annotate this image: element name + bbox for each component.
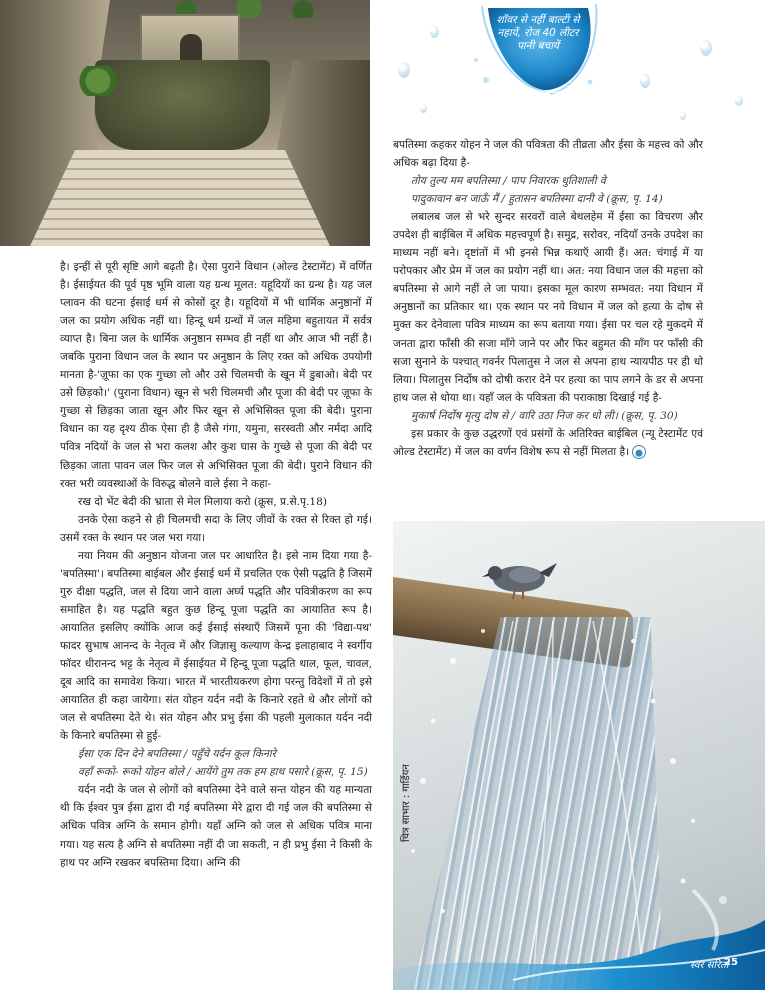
pigeon-icon — [479, 551, 559, 601]
water-drop-decoration — [700, 40, 712, 56]
water-drop-decoration — [640, 74, 650, 88]
paragraph: बपतिस्मा कहकर योहन ने जल की पवित्रता की तीव्रता और ईसा के महत्त्व को और अधिक बढ़ा दिया है- — [393, 139, 703, 170]
right-text-column — [393, 136, 703, 461]
left-text-column — [60, 258, 372, 872]
water-drop-decoration — [680, 112, 686, 120]
paragraph: लबालब जल से भरे सुन्दर सरवरों वाले बेथलहेम में ईसा का विचरण और उपदेश ही बाईबिल में अधिक महत्त्वपूर्ण है। समुद्र, सरोवर, नदियाँ उनके उपदेश का माध्यम नहीं बने। दृष्टांतों में भी इनसे भिन्न कथाएँ आयी हैं। अत: चंगाई में या परोपकार और प्रेम में जल का प्रयोग नहीं था। अत: नया विधान जल की महत्ता को बपतिस्मा से आगे नहीं ले जा पाया। इसका मूल कारण सम्भवत: नया विधान में अनुष्ठानों का प्रतिकार था। एक स्थान पर नये विधान में जल को हत्या के दोष से मुक्त कर देनेवाला पवित्र माध्यम का रूप बताया गया। ईसा पर चल रहे मुकदमे में जनता द्वारा फाँसी की सजा माँगे जाने पर और फिर बहुमत की माँग पर फाँसी की सजा सुनाने के पश्चात् गवर्नर पिलातुस ने जल से अपना हाथ न्यायपीठ पर ही धो लिया। पिलातुस निर्दोष को दोषी करार देने पर हत्या का पाप लगने के डर से अपना हाथ जल से धोया था। यहाँ जल के पवित्रता की पराकाष्ठा दिखाई गई है- — [393, 211, 703, 404]
footer-wave-decoration — [393, 880, 765, 990]
photo-credit: चित्र साभार : गार्डियन — [401, 764, 412, 842]
paragraph: है। इन्हीं से पूरी सृष्टि आगे बढ़ती है। ऐसा पुराने विधान (ओल्ड टेस्टामेंट) में वर्णित है। ईसाईयत की पूर्व पृष्ठ भूमि वाला यह ग्रन्थ मूलत: यहूदियों का ग्रन्थ है। यह जल प्लावन की घटना ईसाई धर्म से कोसों दूर है। यहूदियों में भी धार्मिक अनुष्ठानों में जल का प्रयोग अधिक नहीं था। हिन्दू धर्म ग्रन्थों में जल महिमा बहुतायत में सर्वत्र व्याप्त है। बिना जल के धार्मिक अनुष्ठान सम्भव ही नहीं था और आज भी नहीं है। जबकि पुराना विधान जल के स्थान पर अनुष्ठान के लिए रक्त को अधिक उपयोगी मानता है-'ज़ूफा का एक गुच्छा लो और उसे चिलमची के खून में डुबाओ। बेदी पर उसे छिड़को।' (पुराना विधान) खून से भरी चिलमची और पूजा की बेदी पर ज़ूफा के गुच्छा से छिड़का जाता खून और फिर खून से अभिसिक्त पूजा की बेदी। पुराना विधान का यह दृश्य ठीक ऐसा ही है जैसे गंगा, यमुना, सरस्वती और नर्मदा आदि पवित्र नदियों के जल से भरा कलश और कुश घास के गुच्छे से पूजा की बेदी पर छिड़का जाता पावन जल फिर जल से अभिसिक्त पूजा की बेदी। पुराने विधान की रक्त भरी व्यवस्थाओं के विरुद्ध बोलने वाले ईसा ने कहा- — [60, 261, 373, 490]
verse-line: पादुकावान बन जाऊँ मैं / हुतासन बपतिस्मा दानी वे (क्रूस, पृ. 14) — [411, 193, 663, 206]
water-drop-decoration — [420, 104, 427, 113]
photo-pavilion — [140, 14, 240, 66]
photo-pond-water — [95, 60, 270, 150]
paragraph: यर्दन नदी के जल से लोगों को बपतिस्मा देने वाले सन्त योहन की यह मान्यता थी कि ईश्वर पुत्र ईसा द्वारा दी गई बपतिस्मा मेरे द्वारा दी गई जल की बपतिस्मा से अधिक पवित्र अग्नि के समान होगी। यहाँ अग्नि को जल से अधिक पवित्र माना गया। यह सत्य है अग्नि से बपतिस्मा नहीं दी जा सकती, न ही प्रभु ईसा ने किसी के हाथ पर अग्नि रखकर बपस्तिमा दिया। अग्नि की — [60, 784, 372, 869]
photo-bush — [78, 66, 118, 96]
water-drop-decoration — [398, 62, 410, 78]
magazine-name: स्वर सरिता — [690, 960, 729, 971]
verse-line: ईसा एक दिन देने बपतिस्मा / पहुँचे यर्दन कूल किनारे — [78, 748, 276, 761]
water-drop-decoration — [735, 96, 743, 106]
paragraph: नया नियम की अनुष्ठान योजना जल पर आधारित है। इसे नाम दिया गया है- 'बपतिस्मा'। बपतिस्मा बाईबल और ईसाई धर्म में प्रचलित एक ऐसी पद्धति है जिसमें गुरु दीक्षा पद्धति, जल से दिया जाने वाला अर्घ्य पद्धति और पवित्रीकरण का रूप समाहित है। यह पद्धति बहुत कुछ हिन्दू पूजा पद्धति का आयातित रूप है। आयातित इसलिए क्योंकि आज कई ईसाई संस्थाएँ जिसमें पूना की 'विद्या-पथ' फादर सुभाष आनन्द के नेतृत्व में और जिज्ञासु कल्याण केन्द्र इलाहाबाद ने स्वर्गीय फॉदर धीरानन्द भट्ट के नेतृत्व में ईसाईयत में हिन्दू पूजा पद्धति थाल, फूल, चावल, दूब आदि का समावेश किया। भारत में भारतीयकरण होगा परन्तु विदेशों में तो इसे आयातित ही कहा जायेगा। संत योहन यर्दन नदी के किनारे रहते थे और लोगों को जल से बपतिस्मा देते थे। संत योहन और प्रभु ईसा की पहली मुलाकात यर्दन नदी के किनारे बपतिस्मा से हुई- — [60, 549, 372, 743]
water-drop-decoration — [430, 26, 439, 38]
paragraph: उनके ऐसा कहने से ही चिलमची सदा के लिए जीवों के रक्त से रिक्त हो गई। उसमें रक्त के स्थान पर जल भरा गया। — [60, 513, 372, 544]
paragraph-text: इस प्रकार के कुछ उद्धरणों एवं प्रसंगों के अतिरिक्त बाईबिल (न्यू टेस्टामेंट एवं ओल्ड टेस्टामेंट) में जल का वर्णन विशेष रूप से नहीं मिलता है। — [393, 427, 703, 458]
end-mark-icon — [632, 445, 646, 459]
paragraph — [393, 425, 703, 461]
water-saving-badge — [468, 0, 608, 96]
paragraph: रख दो भेंट बेदी की भ्राता से मेल मिलाया करो (क्रूस, प्र.से.पृ.18) — [78, 495, 327, 508]
page-number: 25 — [724, 957, 738, 968]
verse-line: वहाँ रूको- रूको योहन बोले / आयेंगे तुम तक हम हाथ पसारे (क्रूस, पृ. 15) — [78, 766, 368, 779]
photo-steps — [30, 150, 330, 246]
stepwell-photo — [0, 0, 370, 246]
verse-line: तोय तुल्य मम बपतिस्मा / पाप निवारक धुतिशाली वे — [411, 175, 606, 188]
badge-text: शॉवर से नहीं बाल्टी से नहायें, रोज 40 लीटर पानी बचायें — [496, 14, 580, 52]
verse-line: मुकार्ष निर्दोष मृत्यु दोष से / वारि उठा निज कर धो ली। (क्रूस, पृ. 30) — [411, 409, 678, 422]
